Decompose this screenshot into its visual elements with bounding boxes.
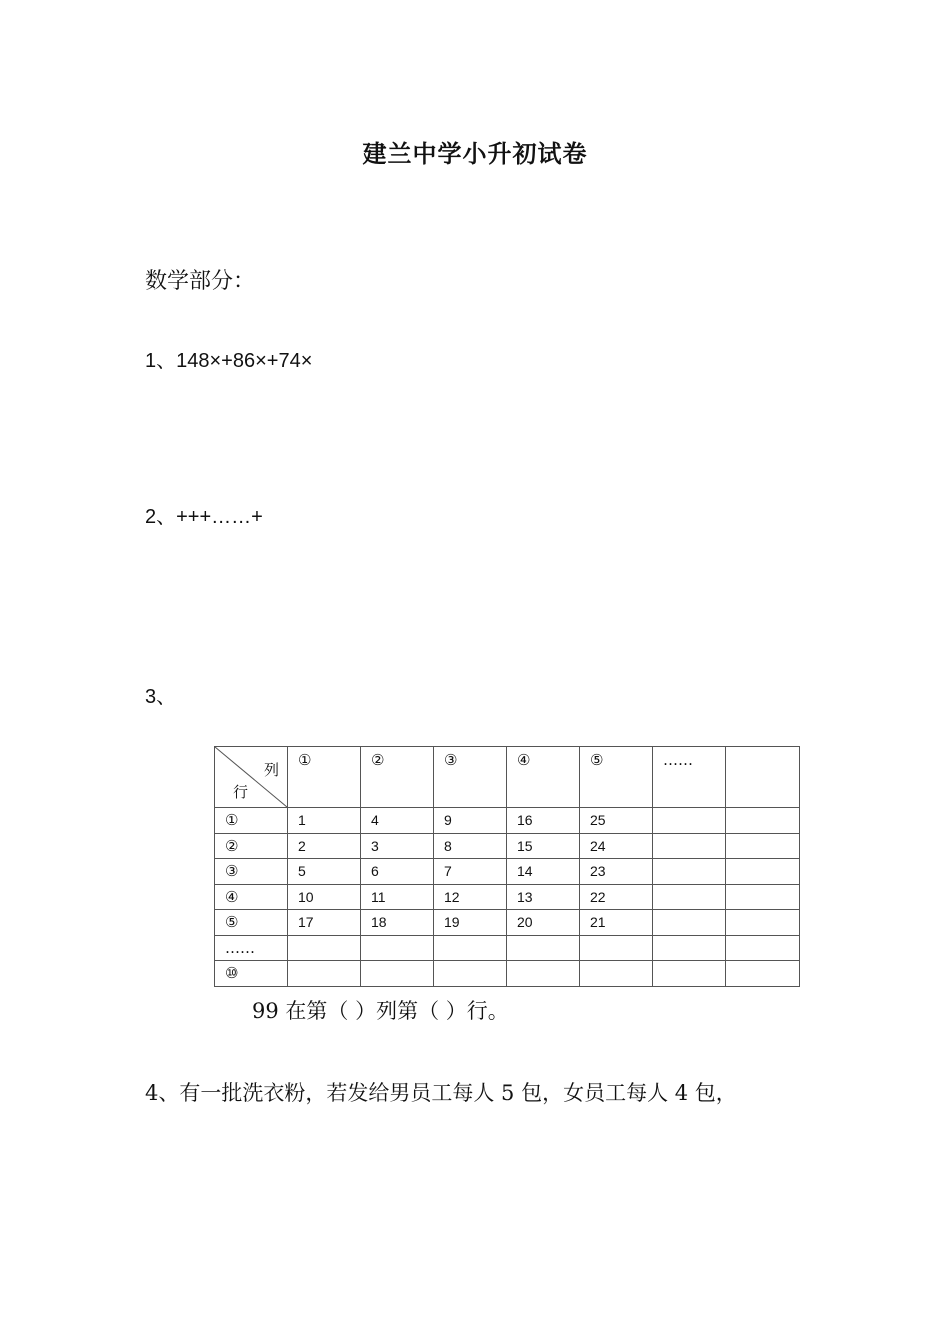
table-cell	[288, 961, 361, 987]
question-2: 2、+++……+	[145, 506, 263, 528]
table-cell	[507, 935, 580, 961]
table-cell	[726, 884, 800, 910]
table-cell	[580, 961, 653, 987]
row-header: ……	[215, 935, 288, 961]
row-header: ⑩	[215, 961, 288, 987]
corner-column-label: 列	[263, 761, 279, 779]
column-header: ⑤	[580, 747, 653, 808]
table-cell	[653, 961, 726, 987]
table-cell: 7	[434, 859, 507, 885]
table-row	[215, 935, 800, 961]
table-row	[215, 961, 800, 987]
table-cell	[580, 935, 653, 961]
table-cell: 19	[434, 910, 507, 936]
table-row	[215, 884, 800, 910]
table-cell	[434, 935, 507, 961]
table-cell: 10	[288, 884, 361, 910]
table-cell	[507, 961, 580, 987]
table-cell	[653, 808, 726, 834]
column-header	[726, 747, 800, 808]
table-cell: 14	[507, 859, 580, 885]
table-cell: 9	[434, 808, 507, 834]
table-cell: 16	[507, 808, 580, 834]
table-cell: 13	[507, 884, 580, 910]
table-cell	[361, 961, 434, 987]
table-cell	[726, 833, 800, 859]
page-title: 建兰中学小升初试卷	[362, 140, 588, 168]
column-header: ……	[653, 747, 726, 808]
corner-row-label: 行	[233, 783, 249, 801]
table-cell: 21	[580, 910, 653, 936]
table-cell: 17	[288, 910, 361, 936]
question-1: 1、148×+86×+74×	[145, 350, 313, 372]
table-cell: 4	[361, 808, 434, 834]
table-row	[215, 910, 800, 936]
table-cell: 5	[288, 859, 361, 885]
table-cell: 25	[580, 808, 653, 834]
section-heading: 数学部分：	[145, 269, 256, 294]
table-cell: 2	[288, 833, 361, 859]
row-header: ②	[215, 833, 288, 859]
table-header-row	[215, 747, 800, 808]
table-cell: 1	[288, 808, 361, 834]
table-cell: 3	[361, 833, 434, 859]
table-cell: 6	[361, 859, 434, 885]
table-cell	[653, 833, 726, 859]
table-cell	[726, 961, 800, 987]
table-cell	[288, 935, 361, 961]
table-cell: 24	[580, 833, 653, 859]
number-grid-table	[214, 746, 800, 987]
table-cell	[653, 910, 726, 936]
column-header: ①	[288, 747, 361, 808]
table-cell: 12	[434, 884, 507, 910]
question-3-answer-line: 99 在第（ ）列第（ ）行。	[252, 999, 509, 1023]
question-4: 4、有一批洗衣粉，若发给男员工每人 5 包，女员工每人 4 包，	[145, 1081, 737, 1105]
table-cell	[434, 961, 507, 987]
table-cell: 8	[434, 833, 507, 859]
table-cell	[653, 935, 726, 961]
table-cell: 11	[361, 884, 434, 910]
table-cell: 23	[580, 859, 653, 885]
question-3: 3、	[145, 686, 177, 708]
row-header: ④	[215, 884, 288, 910]
table-cell: 20	[507, 910, 580, 936]
table-cell	[653, 859, 726, 885]
table-corner-cell	[215, 747, 288, 808]
table-cell	[653, 884, 726, 910]
table-cell	[726, 935, 800, 961]
row-header: ①	[215, 808, 288, 834]
table-cell: 15	[507, 833, 580, 859]
table-cell	[726, 910, 800, 936]
table-cell	[361, 935, 434, 961]
table-cell: 18	[361, 910, 434, 936]
column-header: ④	[507, 747, 580, 808]
row-header: ③	[215, 859, 288, 885]
table-cell: 22	[580, 884, 653, 910]
column-header: ②	[361, 747, 434, 808]
table-row	[215, 808, 800, 834]
table-cell	[726, 808, 800, 834]
table-row	[215, 859, 800, 885]
table-cell	[726, 859, 800, 885]
table-row	[215, 833, 800, 859]
column-header: ③	[434, 747, 507, 808]
row-header: ⑤	[215, 910, 288, 936]
